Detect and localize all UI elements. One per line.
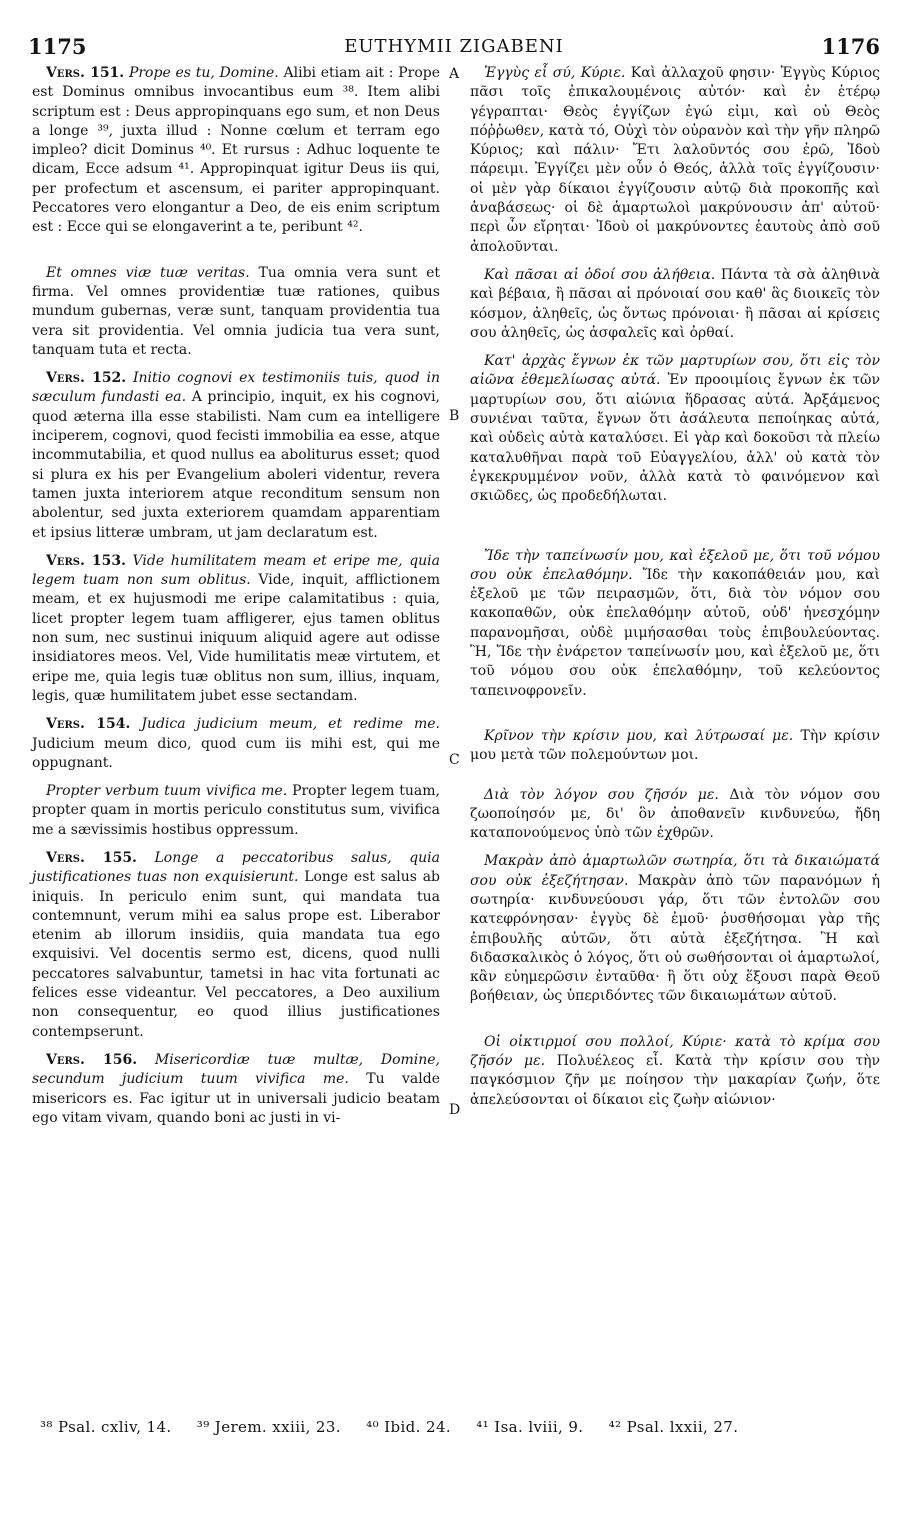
latin-veritas [32, 264, 440, 360]
greek-aletheia [470, 266, 880, 343]
greek-vers-156 [470, 1033, 880, 1110]
greek-vers-151 [470, 64, 880, 257]
section-marker-c: C [449, 752, 460, 768]
footnote: ⁴¹ Isa. lviii, 9. [476, 1418, 584, 1436]
verse-label: Vers. 154. [46, 716, 131, 733]
verse-lemma: Μακρὰν ἀπὸ ἁμαρτωλῶν σωτηρία, ὅτι τὰ δικαιώματά σου οὐκ ἐξεζήτησαν. [470, 853, 880, 889]
latin-vers-154 [32, 715, 440, 773]
latin-vers-153 [32, 552, 440, 706]
greek-column [470, 64, 880, 1110]
commentary-text: Tu valde misericors es. Fac igitur ut in universali judicio beatam ego vitam vivam, quando boni ac justi in vi- [32, 1071, 440, 1126]
commentary-text: Πολυέλεος εἶ. Κατὰ τὴν κρίσιν σου τὴν παγκόσμιον ζῆν με ποίησον τὴν μακαρίαν ζωήν, ὅτε ἀπελεύσονται οἱ δίκαιοι εἰς ζωὴν αἰώνιον· [470, 1053, 881, 1108]
footnote: ⁴⁰ Ibid. 24. [366, 1418, 452, 1436]
latin-vers-156 [32, 1051, 440, 1128]
commentary-text: Ἴδε τὴν κακοπάθειάν μου, καὶ ἐξελοῦ με τῶν πειρασμῶν, ὅτι, διὰ τὸν νόμον σου κακοπαθῶν, οὐκ ἐπελαθόμην αὐτοῦ, οὐδ' ἠνεσχόμην παρανομῆσαι, οὐδὲ μιμήσασθαι τοὺς ἐπιβουλεύοντας. Ἢ, Ἴδε τὴν ἐνάρετον ταπείνωσίν μου, καὶ ἐξελοῦ με, ὅτι τοῦ νόμου σου οὐκ ἐπελαθόμην, τοῦ κελεύοντος ταπεινοφρονεῖν. [470, 566, 880, 699]
verse-lemma: Ἐγγὺς εἶ σύ, Κύριε. [484, 65, 626, 81]
verse-lemma: Κρῖνον τὴν κρίσιν μου, καὶ λύτρωσαί με. [484, 727, 794, 744]
commentary-text: Alibi etiam ait : Prope est Dominus omnibus invocantibus eum ³⁸. Item alibi scriptum est : Deus appropinquans ego sum, et non Deus a longe ³⁹, juxta illud : Nonne cœlum et terram ego impleo? dicit Dominus ⁴⁰. Et rursus : Adhuc loquente te dicam, Ecce adsum ⁴¹. Appropinquat igitur Deus iis qui, per profectum et ascensum, ei pariter appropinquant. Peccatores vero elongantur a Deo, de eis enim scriptum est : Ecce qui se elongaverint a te, peribunt ⁴². [32, 65, 441, 236]
commentary-text: Longe est salus ab iniquis. In periculo enim sunt, qui mandata tua contemnunt, verum mihi ea salus prope est. Liberabor etenim ab illorum insidiis, quia mandata tua ego exquisivi. Vel docentis sermo est, dicens, quod nulli peccatores salvabuntur, tametsi in hac vita fortunati ac felices esse videantur. Vel peccatores, a Deo auxilium non consequentur, eo quod illius justificationes contempserunt. [32, 869, 441, 1040]
running-title: EUTHYMII ZIGABENI [344, 36, 564, 57]
verse-lemma: Et omnes viæ tuæ veritas. [46, 264, 250, 281]
greek-vers-152 [470, 352, 880, 506]
verse-label: Vers. 156. [46, 1051, 138, 1068]
verse-lemma: Propter verbum tuum vivifica me. [46, 783, 288, 800]
running-header [28, 34, 880, 62]
page-number-left: 1175 [28, 34, 87, 59]
commentary-text: Καὶ ἀλλαχοῦ φησιν· Ἐγγὺς Κύριος πᾶσι τοῖς ἐπικαλουμένοις αὐτόν· καὶ ἐν ἑτέρῳ γέγραπται· Θεὸς ἐγγίζων ἐγώ εἰμι, καὶ οὐ Θεὸς πόῤῥωθεν, κατὰ τό, Οὐχὶ τὸν οὐρανὸν καὶ τὴν γῆν πληρῶ Κύριος; καὶ πάλιν· Ἔτι λαλοῦντός σου ἐρῶ, Ἰδοὺ πάρειμι. Ἐγγίζει μὲν οὖν ὁ Θεός, ἀλλὰ τοῖς ἐγγίζουσιν· οἱ μὲν γὰρ δίκαιοι ἐγγίζουσιν αὐτῷ διὰ προκοπῆς καὶ ἀναβάσεως· οἱ δὲ ἁμαρτωλοὶ μακρύνουσιν ἀπ' αὐτοῦ· περὶ ὧν εἴρηται· Ἰδοὺ οἱ μακρύνοντες ἑαυτοὺς ἀπὸ σοῦ ἀπολοῦνται. [470, 65, 880, 255]
commentary-text: Διὰ τὸν νόμον σου ζωοποίησόν με, δι' ὃν ἀποθανεῖν κινδυνεύω, ἤδη καταπονούμενος ὑπὸ τῶν ἐχθρῶν. [470, 786, 881, 842]
verse-lemma: Οἱ οἰκτιρμοί σου πολλοί, Κύριε· κατὰ τὸ κρίμα σου ζῆσόν με. [470, 1033, 880, 1070]
commentary-text: Μακρὰν ἀπὸ τῶν παρανόμων ἡ σωτηρία· κινδυνεύουσι γάρ, ὅτι τῶν ἐντολῶν σου κατεφρόνησαν· ἐγγὺς δὲ ἐμοῦ· ῥυσθήσομαι γὰρ τῆς ἐπιβουλῆς αὐτῶν, ὅτι αὐτὰ ἐξεζήτησα. Ἢ καὶ διδασκαλικὸς ὁ λόγος, ὅτι οὐ σωθήσονται οἱ ἁμαρτωλοί, κἂν εὐημερῶσιν ἐνταῦθα· ἢ ὅτι οὐχ ἕξουσι παρὰ Θεοῦ βοήθειαν, ὡς ὑπεριδόντες τῶν δικαιωμάτων αὐτοῦ. [470, 872, 880, 1005]
footnote: ⁴² Psal. lxxii, 27. [608, 1418, 739, 1436]
greek-zeson [470, 786, 880, 844]
greek-vers-155 [470, 852, 880, 1006]
commentary-text: Propter legem tuam, propter quam in mortis periculo constitutus sum, vivifica me a sævissimis hostibus oppressum. [32, 783, 440, 838]
footnote: ³⁹ Jerem. xxiii, 23. [196, 1418, 341, 1436]
commentary-text: Vide, inquit, afflictionem meam, et ex hujusmodi me eripe calamitatibus : quia, licet propter legem tuam affligerer, ejus tamen oblitus non sum, nec sustinui iniquum aliquid agere aut odisse insidiatores meos. Vel, Vide humilitatis meæ virtutem, et eripe me, quia legis tuæ oblitus non sum, illius, inquam, legis, quæ humilitatem jubet esse sectandam. [32, 572, 441, 704]
verse-label: Vers. 152. [46, 370, 127, 387]
commentary-text: A principio, inquit, ex his cognovi, quod æterna illa esse stabilisti. Nam cum ea intelligere inciperem, cognovi, quod fecisti immobilia ea esse, atque incommutabilia, et quod nullus ea aboliturus esset; quod si plura ex his per Evangelium aboleri videntur, revera tamen juxta interiorem atque reconditum sensum non abolentur, sed juxta exteriorem quamdam apparentiam et ipsius litteræ umbram, ut jam declaratum est. [32, 389, 441, 541]
commentary-text: Judicium meum dico, quod cum iis mihi est, qui me oppugnant. [32, 735, 440, 771]
verse-label: Vers. 151. [46, 65, 125, 81]
verse-lemma: Διὰ τὸν λόγον σου ζῆσόν με. [484, 786, 719, 803]
footnotes [40, 1418, 880, 1436]
verse-lemma: Vide humilitatem meam et eripe me, quia legem tuam non sum oblitus. [32, 552, 440, 589]
commentary-text: Τὴν κρίσιν μου μετὰ τῶν πολεμούντων μοι. [470, 727, 881, 764]
verse-lemma: Initio cognovi ex testimoniis tuis, quod in sæculum fundasti ea. [32, 370, 440, 406]
commentary-text: Ἐν προοιμίοις ἔγνων ἐκ τῶν μαρτυρίων σου, ὅτι αἰώνια ἥδρασας αὐτά. Ἀρξάμενος συνιέναι ταῦτα, ἔγνων ὅτι ἀσάλευτα πεποίηκας αὐτά, καὶ οὐδεὶς αὐτὰ καταλύσει. Εἰ γὰρ καὶ δοκοῦσι τὰ πλείω καταλυθῆναι παρὰ τοῦ Εὐαγγελίου, ἀλλ' οὐ κατὰ τὸν ἐγκεκρυμμένον νοῦν, ἀλλὰ κατὰ τὸ φαινόμενον καὶ σκιῶδες, ὡς προδεδήλωται. [470, 372, 880, 505]
commentary-text: Tua omnia vera sunt et firma. Vel omnes providentiæ tuæ rationes, quibus mundum gubernas, veræ sunt, tanquam providentia tua vera sit providentia. Vel omnia judicia tua vera sunt, tanquam tuta et recta. [32, 264, 441, 358]
commentary-text: Πάντα τὰ σὰ ἀληθινὰ καὶ βέβαια, ἢ πᾶσαι αἱ πρόνοιαί σου καθ' ἃς διοικεῖς τὸν κόσμον, ἀληθεῖς, ὡς ὄντως πρόνοιαι· ἢ πᾶσαι αἱ κρίσεις σου ἀληθεῖς, ὡς ἀσφαλεῖς καὶ ὀρθαί. [470, 266, 881, 341]
section-marker-b: B [449, 408, 460, 424]
verse-label: Vers. 153. [46, 552, 126, 569]
verse-lemma: Misericordiæ tuæ multæ, Domine, secundum judicium tuum vivifica me. [32, 1051, 441, 1088]
verse-lemma: Καὶ πᾶσαι αἱ ὁδοί σου ἀλήθεια. [484, 266, 716, 283]
latin-column [32, 64, 440, 1128]
latin-vers-152 [32, 369, 440, 543]
verse-lemma: Κατ' ἀρχὰς ἔγνων ἐκ τῶν μαρτυρίων σου, ὅτι εἰς τὸν αἰῶνα ἐθεμελίωσας αὐτά. [470, 353, 880, 389]
verse-lemma: Longe a peccatoribus salus, quia justificationes tuas non exquisierunt. [32, 849, 441, 886]
verse-label: Vers. 155. [46, 849, 137, 866]
section-marker-d: D [449, 1102, 461, 1118]
page-number-right: 1176 [821, 34, 880, 59]
verse-lemma: Ἴδε τὴν ταπείνωσίν μου, καὶ ἐξελοῦ με, ὅτι τοῦ νόμου σου οὐκ ἐπελαθόμην. [470, 547, 880, 583]
latin-vivifica [32, 782, 440, 840]
greek-vers-154 [470, 727, 880, 766]
section-marker-a: A [449, 66, 460, 82]
greek-vers-153 [470, 547, 880, 701]
verse-lemma: Judica judicium meum, et redime me. [141, 716, 440, 733]
latin-vers-155 [32, 849, 440, 1042]
footnote: ³⁸ Psal. cxliv, 14. [40, 1418, 172, 1436]
verse-lemma: Prope es tu, Domine. [128, 65, 279, 81]
latin-vers-151 [32, 64, 440, 238]
